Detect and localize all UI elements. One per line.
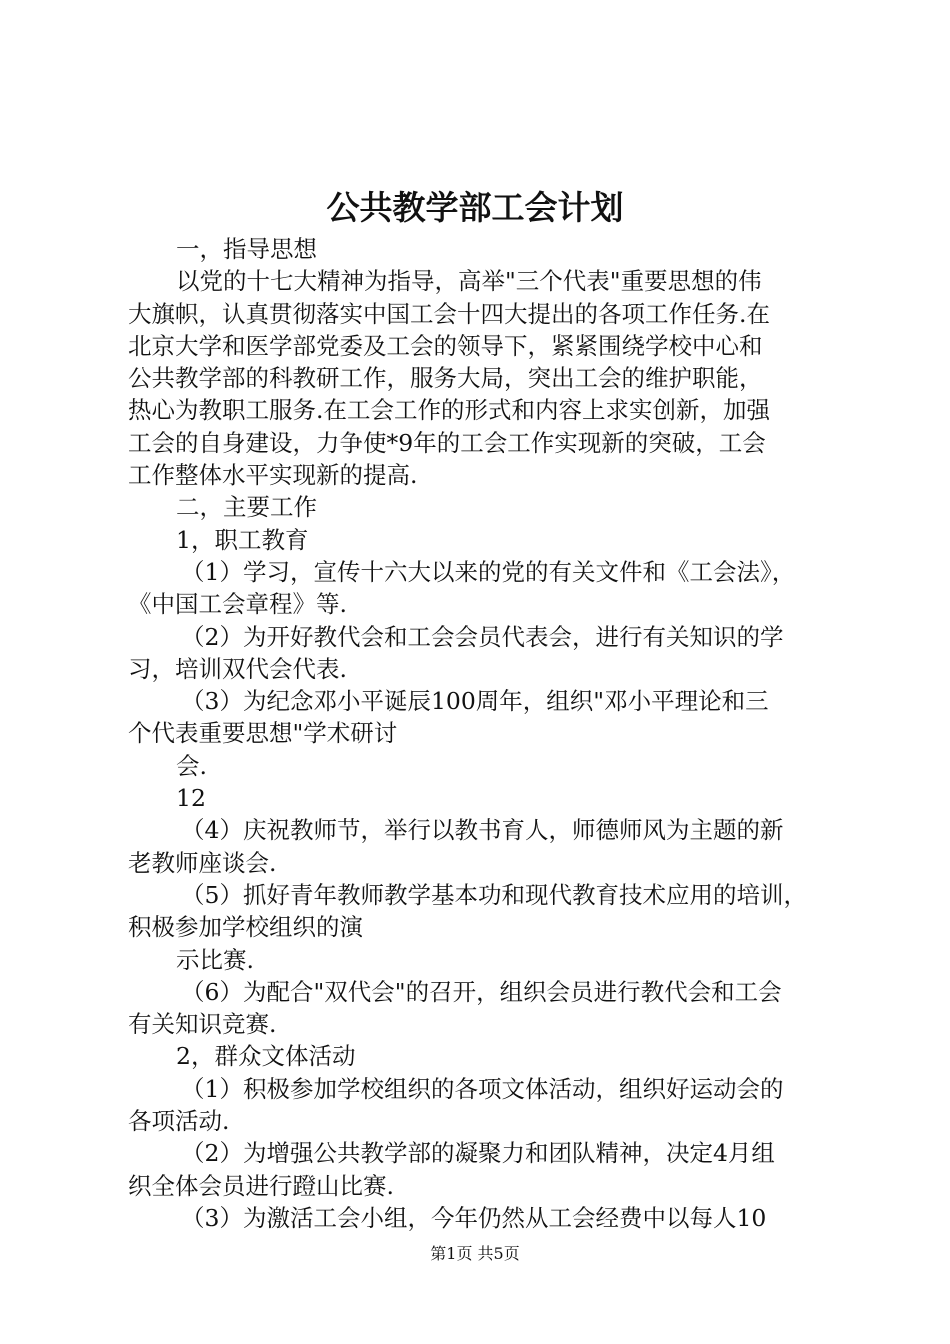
list-item-line: （2）为开好教代会和工会会员代表会，进行有关知识的学 <box>181 622 784 651</box>
list-item-line: （5）抓好青年教师教学基本功和现代教育技术应用的培训， <box>181 880 807 909</box>
list-item-line: （4）庆祝教师节，举行以教书育人，师德师风为主题的新 <box>181 816 784 845</box>
page-footer: 第1页 共5页 <box>430 1244 520 1263</box>
list-item-line: （1）积极参加学校组织的各项文体活动，组织好运动会的 <box>181 1074 784 1103</box>
paragraph-line: 大旗帜，认真贯彻落实中国工会十四大提出的各项工作任务.在 <box>128 299 770 328</box>
subsection-heading: 2，群众文体活动 <box>176 1042 356 1071</box>
page-title: 公共教学部工会计划 <box>326 188 624 227</box>
list-item-line: 个代表重要思想"学术研讨 <box>128 719 398 748</box>
list-item-line: （1）学习，宣传十六大以来的党的有关文件和《工会法》， <box>181 557 796 586</box>
paragraph-line: 公共教学部的科教研工作，服务大局，突出工会的维护职能， <box>128 364 763 393</box>
list-item-line: 《中国工会章程》等. <box>128 590 347 619</box>
list-item-line: 习，培训双代会代表. <box>128 654 347 683</box>
paragraph-line: 以党的十七大精神为指导，高举"三个代表"重要思想的伟 <box>176 267 762 296</box>
section-heading: 一，指导思想 <box>176 235 317 263</box>
list-item-line: （6）为配合"双代会"的召开，组织会员进行教代会和工会 <box>181 977 782 1006</box>
list-item-line: 各项活动. <box>128 1107 230 1136</box>
list-item-line: （3）为纪念邓小平诞辰100周年，组织"邓小平理论和三 <box>181 687 769 716</box>
section-heading: 二，主要工作 <box>176 493 317 522</box>
list-item-line: （2）为增强公共教学部的凝聚力和团队精神，决定4月组 <box>181 1139 775 1168</box>
paragraph-line: 工会的自身建设，力争使*9年的工会工作实现新的突破，工会 <box>128 428 766 457</box>
document-body <box>128 233 840 1234</box>
list-item-line: 示比赛. <box>176 945 254 974</box>
stray-number: 12 <box>176 784 206 813</box>
paragraph-line: 北京大学和医学部党委及工会的领导下，紧紧围绕学校中心和 <box>128 331 763 360</box>
paragraph-line: 热心为教职工服务.在工会工作的形式和内容上求实创新，加强 <box>128 396 770 425</box>
list-item-line: 织全体会员进行蹬山比赛. <box>128 1171 394 1200</box>
list-item-line: （3）为激活工会小组，今年仍然从工会经费中以每人10 <box>181 1203 767 1232</box>
list-item-line: 会. <box>176 751 207 780</box>
list-item-line: 有关知识竞赛. <box>128 1010 277 1039</box>
list-item-line: 老教师座谈会. <box>128 848 277 877</box>
paragraph-line: 工作整体水平实现新的提高. <box>128 461 418 490</box>
subsection-heading: 1，职工教育 <box>176 525 309 554</box>
list-item-line: 积极参加学校组织的演 <box>128 913 363 942</box>
